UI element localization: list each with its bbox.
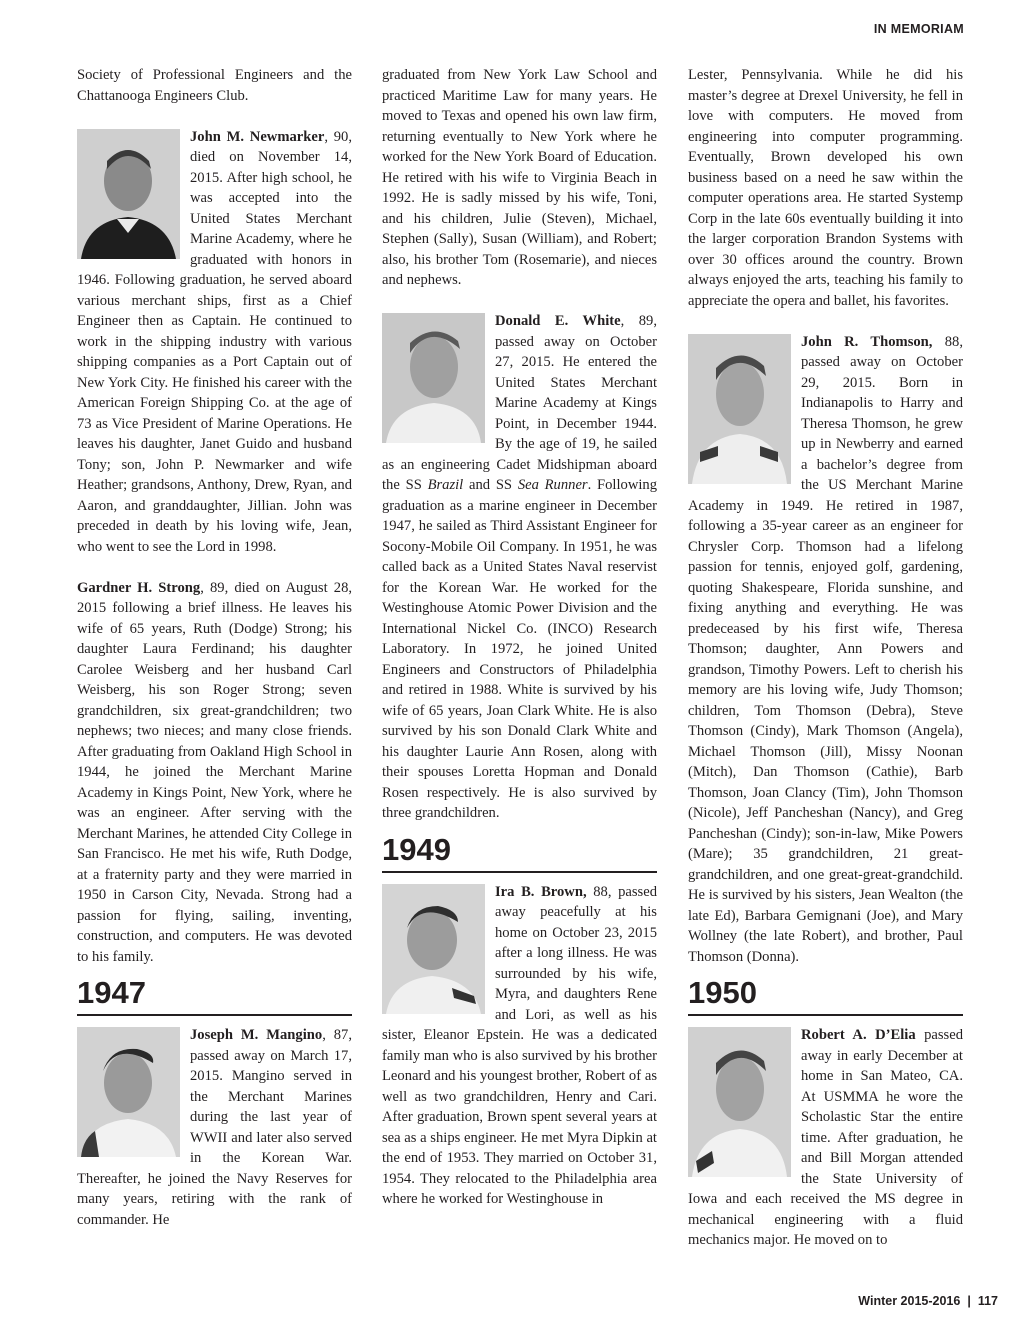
portrait-photo-brown — [382, 884, 485, 1014]
portrait-icon — [688, 1027, 791, 1177]
obituary-newmarker: John M. Newmarker, 90, died on November 14, 2015. After high school, he was accepted into the United States Merchant Marine Academy, where he graduated with honors in 1946. Following graduation, he served aboard various merchant ships, first as a Chief Engineer then as Captain. He continued to work in the shipping industry with various shipping companies as a Port Captain out of New York City. He finished his career with the American Foreign Shipping Co. at the age of 73 as Vice President of Marine Operations. He leaves his daughter, Janet Guido and husband Tony; son, John P. Newmarker and wife Heather; grandsons, Anthony, Drew, Ryan, and Aaron, and granddaughter, Jillian. John was preceded in death by his loving wife, Jean, who went to see the Lord in 1998. — [77, 128, 352, 555]
obituary-continued: Lester, Pennsylvania. While he did his master’s degree at Drexel University, he fell in love with computers. He moved from engineering into computer programming. Eventually, Brown developed his own business based on a need he saw within the computer operations area. He started Systemp Corp in the late 60s eventually building it into the larger corporation Brandon Systems with over 30 offices around the country. Brown always enjoyed the arts, teaching his family to appreciate the opera and ballet, his favorites. — [688, 67, 963, 309]
obituary-continued: graduated from New York Law School and practiced Maritime Law for many years. He moved to Texas and opened his own law firm, returning eventually to New York where he worked for the New York Board of Education. He retired with his wife to Virginia Beach in 1992. He is sadly missed by his wife, Toni, and his children, Julie (Steven), Michael, Stephen (Sally), Susan (William), and Robert; also, his brother Tom (Rosemarie), and nieces and nephews. — [382, 67, 657, 288]
footer-separator: | — [967, 1294, 971, 1308]
name-newmarker: John M. Newmarker — [190, 128, 325, 145]
obituary-continued: Society of Professional Engineers and the Chattanooga Engineers Club. — [77, 67, 352, 104]
year-heading-1950: 1950 — [688, 967, 963, 1016]
column-3 — [688, 65, 963, 1251]
portrait-photo-delia — [688, 1027, 791, 1177]
obituary-thomson: John R. Thomson, 88, passed away on October 29, 2015. Born in Indianapolis to Harry and Theresa Thomson, he grew up in Newberry and earned a bachelor’s degree from the US Merchant Marine Academy in 1949. He retired in 1987, following a 35-year career as an engineer for Chrysler Corp. Thomson had a lifelong passion for tennis, enjoyed golf, gardening, quoting Shakespeare, Florida sunshine, and fixing anything and everything. He was predeceased by his first wife, Theresa Thomson; daughter, Ann Powers and grandson, Timothy Powers. Left to cherish his memory are his loving wife, Judy Thomson; children, Tom Thomson (Debra), Steve Thomson (Cindy), Mark Thomson (Angela), Michael Thomson (Jill), Missy Noonan (Mitch), Dan Thomson (Cathie), Barb Thomson, Joan Clancy (Tim), John Thomson (Nicole), Jeff Pancheshan (Nancy), and Greg Pancheshan (Cindy); son-in-law, Mike Powers (Mare); 35 grandchildren, 21 great-grandchildren, and one great-great-grandchild. He is survived by his sisters, Jean Wealton (the late Ed), Barbara Gemignani (Joe), and Mary Wollney (the late Robert), and brother, Paul Thomson (Donna). — [688, 333, 963, 965]
obituary-brown: Ira B. Brown, 88, passed away peacefully at his home on October 23, 2015 after a long illness. He was surrounded by his wife, Myra, and daughters Rene and Lori, as well as his sister, Eleanor Epstein. He was a dedicated family man who is also survived by his brother Leonard and his youngest brother, Robert of as well as two grandchildren, Henry and Cari. After graduation, Brown spent several years at sea as a ships engineer. He met Myra Dipkin at the end of 1953. They married on October 31, 1954. They relocated to the Philadelphia area where he worked for Westinghouse in — [382, 883, 658, 1207]
year-heading-1947: 1947 — [77, 967, 352, 1016]
obituary-strong: Gardner H. Strong, 89, died on August 28, 2015 following a brief illness. He leaves his wife of 65 years, Ruth (Dodge) Strong; his daughter Laura Ferdinand; his daughter Carolee Weisberg and her husband Carl Weisberg, his son Roger Strong; seven grandchildren, six great-grandchildren; two nephews; two nieces; and many close friends. After graduating from Oakland High School in 1944, he joined the Merchant Marine Academy in Kings Point, New York, where he was an engineer. After serving with the Merchant Marines, he attended City College in San Francisco. He met his wife, Ruth Dodge, at a fraternity party and they were married in 1950 in Carson City, Nevada. Strong had a passion for flying, sailing, inventing, construction, and computers. He was devoted to his family. — [77, 579, 353, 965]
year-heading-1949: 1949 — [382, 824, 657, 873]
name-strong: Gardner H. Strong — [77, 579, 201, 596]
name-white: Donald E. White — [495, 313, 621, 329]
portrait-photo-mangino — [77, 1027, 180, 1157]
portrait-icon — [688, 334, 791, 484]
portrait-photo-thomson — [688, 334, 791, 484]
issue-label: Winter 2015-2016 — [858, 1294, 961, 1308]
column-1 — [77, 65, 352, 1230]
portrait-icon — [382, 313, 485, 443]
obituary-white: Donald E. White, 89, passed away on October 27, 2015. He entered the United States Merchant Marine Academy at Kings Point, in December 1944. By the age of 19, he sailed as an engineering Cadet Midshipman aboard the SS Brazil and SS Sea Runner. Following graduation as a marine engineer in December 1947, he sailed as Third Assistant Engineer for Socony-Mobile Oil Company. In 1951, he was called back as a United States Naval reservist for the Korean War. He worked for the Westinghouse Atomic Power Division and the International Nickel Co. (INCO) Research Laboratory. In 1972, he joined United Engineers and Constructors of Philadelphia and retired in 1988. White is survived by his wife of 65 years, Joan Clark White. He is also survived by his son Donald Clark White and his daughter Laurie Ann Rosen, along with their spouses Loretta Hopman and Donald Rosen respectively. He is also survived by three grandchildren. — [382, 313, 658, 821]
name-mangino: Joseph M. Mangino — [190, 1027, 323, 1043]
obituary-mangino: Joseph M. Mangino, 87, passed away on March 17, 2015. Mangino served in the Merchant Marines during the last year of WWII and later also served in the Korean War. Thereafter, he joined the Navy Reserves for many years, retiring with the rank of commander. He — [77, 1027, 352, 1228]
ship-name-brazil: Brazil — [427, 477, 464, 493]
portrait-photo-newmarker — [77, 129, 180, 259]
page-number: 117 — [977, 1294, 998, 1308]
ship-name-sea-runner: Sea Runner — [517, 477, 588, 493]
column-2 — [382, 65, 657, 1210]
portrait-photo-white — [382, 313, 485, 443]
portrait-icon — [77, 1027, 180, 1157]
portrait-icon — [77, 129, 180, 259]
portrait-icon — [382, 884, 485, 1014]
obituary-delia: Robert A. D’Elia passed away in early December at home in San Mateo, CA. At USMMA he wore the Scholastic Star the entire time. After graduation, he and Bill Morgan attended the State University of Iowa and each received the MS degree in mechanical engineering with a fluid mechanics major. He moved on to — [688, 1027, 963, 1248]
name-brown: Ira B. Brown, — [495, 883, 587, 900]
section-header: IN MEMORIAM — [873, 22, 964, 36]
name-delia: Robert A. D’Elia — [801, 1027, 916, 1043]
page-footer — [858, 1294, 998, 1308]
name-thomson: John R. Thomson, — [801, 333, 933, 350]
